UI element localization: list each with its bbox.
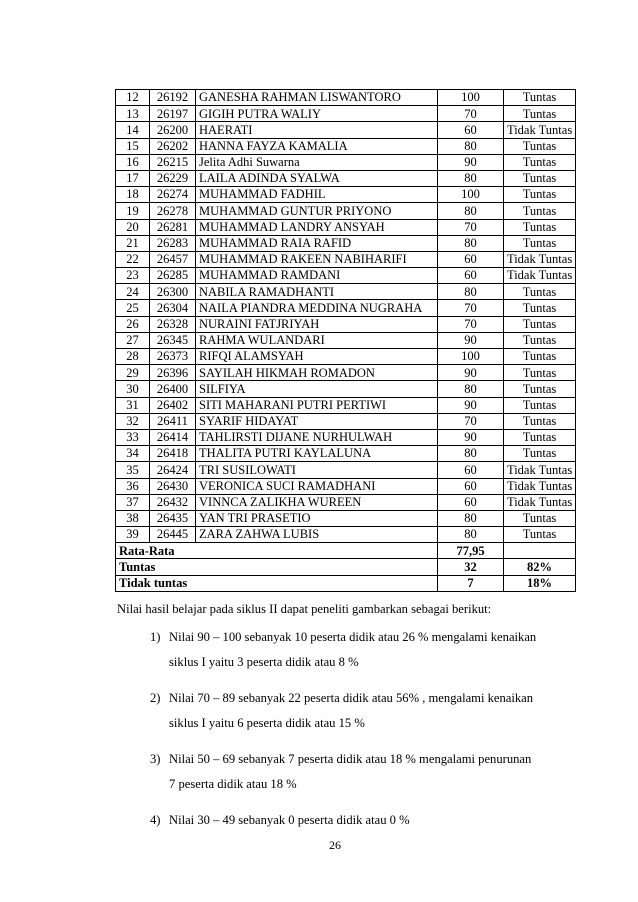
row-number: 20: [116, 219, 150, 235]
row-number: 31: [116, 397, 150, 413]
completion-status: Tuntas: [504, 284, 576, 300]
table-row: [116, 397, 576, 413]
average-row: [116, 543, 576, 559]
row-number: 25: [116, 300, 150, 316]
completion-status: Tuntas: [504, 203, 576, 219]
student-score: 70: [438, 106, 504, 122]
student-id: 26283: [150, 235, 196, 251]
student-name: MUHAMMAD RAKEEN NABIHARIFI: [196, 251, 438, 267]
student-score: 80: [438, 170, 504, 186]
grades-table-body: [116, 90, 576, 543]
student-score: 70: [438, 219, 504, 235]
student-name: YAN TRI PRASETIO: [196, 510, 438, 526]
student-name: VERONICA SUCI RAMADHANI: [196, 478, 438, 494]
student-score: 100: [438, 349, 504, 365]
student-name: NAILA PIANDRA MEDDINA NUGRAHA: [196, 300, 438, 316]
student-name: SITI MAHARANI PUTRI PERTIWI: [196, 397, 438, 413]
student-id: 26300: [150, 284, 196, 300]
table-row: [116, 235, 576, 251]
student-score: 90: [438, 397, 504, 413]
student-id: 26200: [150, 122, 196, 138]
student-id: 26202: [150, 138, 196, 154]
completion-status: Tuntas: [504, 413, 576, 429]
completion-status: Tuntas: [504, 527, 576, 543]
grades-table: [115, 89, 576, 592]
table-row: [116, 219, 576, 235]
table-row: [116, 251, 576, 267]
student-score: 80: [438, 510, 504, 526]
row-number: 36: [116, 478, 150, 494]
completion-status: Tidak Tuntas: [504, 268, 576, 284]
student-score: 60: [438, 251, 504, 267]
list-item-line1: Nilai 70 – 89 sebanyak 22 peserta didik atau 56% , mengalami kenaikan: [169, 691, 534, 705]
row-number: 13: [116, 106, 150, 122]
row-number: 22: [116, 251, 150, 267]
table-row: [116, 510, 576, 526]
row-number: 28: [116, 349, 150, 365]
table-row: [116, 332, 576, 348]
average-label: Rata-Rata: [116, 543, 438, 559]
completion-status: Tidak Tuntas: [504, 122, 576, 138]
row-number: 23: [116, 268, 150, 284]
student-id: 26373: [150, 349, 196, 365]
completion-status: Tidak Tuntas: [504, 494, 576, 510]
row-number: 29: [116, 365, 150, 381]
completion-status: Tuntas: [504, 510, 576, 526]
row-number: 30: [116, 381, 150, 397]
list-item-line2: siklus I yaitu 3 peserta didik atau 8 %: [169, 655, 359, 669]
row-number: 17: [116, 170, 150, 186]
student-id: 26432: [150, 494, 196, 510]
tidak-tuntas-label: Tidak tuntas: [116, 575, 438, 591]
student-score: 60: [438, 462, 504, 478]
table-row: [116, 154, 576, 170]
student-name: NABILA RAMADHANTI: [196, 284, 438, 300]
student-name: RAHMA WULANDARI: [196, 332, 438, 348]
completion-status: Tuntas: [504, 316, 576, 332]
completion-status: Tuntas: [504, 332, 576, 348]
average-pct: [504, 543, 576, 559]
completion-status: Tuntas: [504, 349, 576, 365]
student-score: 70: [438, 300, 504, 316]
student-name: TAHLIRSTI DIJANE NURHULWAH: [196, 429, 438, 445]
student-name: VINNCA ZALIKHA WUREEN: [196, 494, 438, 510]
row-number: 26: [116, 316, 150, 332]
student-name: HANNA FAYZA KAMALIA: [196, 138, 438, 154]
student-id: 26215: [150, 154, 196, 170]
row-number: 15: [116, 138, 150, 154]
student-name: NURAINI FATJRIYAH: [196, 316, 438, 332]
row-number: 12: [116, 90, 150, 106]
table-row: [116, 527, 576, 543]
row-number: 34: [116, 446, 150, 462]
list-item-number: 2): [150, 691, 161, 705]
tuntas-count: 32: [438, 559, 504, 575]
student-score: 60: [438, 494, 504, 510]
student-name: MUHAMMAD RAIA RAFID: [196, 235, 438, 251]
list-item: [117, 808, 587, 833]
list-item-line1: Nilai 30 – 49 sebanyak 0 peserta didik atau 0 %: [169, 813, 410, 827]
student-score: 70: [438, 413, 504, 429]
completion-status: Tuntas: [504, 90, 576, 106]
completion-status: Tuntas: [504, 154, 576, 170]
table-row: [116, 365, 576, 381]
student-score: 60: [438, 478, 504, 494]
narrative-intro: Nilai hasil belajar pada siklus II dapat peneliti gambarkan sebagai berikut:: [117, 602, 492, 616]
student-score: 100: [438, 187, 504, 203]
student-id: 26414: [150, 429, 196, 445]
student-id: 26229: [150, 170, 196, 186]
student-name: GIGIH PUTRA WALIY: [196, 106, 438, 122]
student-score: 90: [438, 332, 504, 348]
completion-status: Tuntas: [504, 235, 576, 251]
tidak-tuntas-row: [116, 575, 576, 591]
list-item-number: 4): [150, 813, 161, 827]
student-score: 60: [438, 268, 504, 284]
student-score: 100: [438, 90, 504, 106]
completion-status: Tuntas: [504, 106, 576, 122]
student-id: 26457: [150, 251, 196, 267]
score-range-list: [117, 625, 587, 833]
list-item-number: 3): [150, 752, 161, 766]
student-name: MUHAMMAD LANDRY ANSYAH: [196, 219, 438, 235]
student-id: 26328: [150, 316, 196, 332]
list-item: [117, 747, 587, 797]
completion-status: Tuntas: [504, 381, 576, 397]
row-number: 16: [116, 154, 150, 170]
narrative-section: [117, 602, 587, 844]
student-name: MUHAMMAD FADHIL: [196, 187, 438, 203]
student-score: 80: [438, 138, 504, 154]
student-id: 26192: [150, 90, 196, 106]
completion-status: Tidak Tuntas: [504, 462, 576, 478]
student-score: 80: [438, 381, 504, 397]
student-name: Jelita Adhi Suwarna: [196, 154, 438, 170]
row-number: 39: [116, 527, 150, 543]
grades-summary: [116, 543, 576, 592]
student-id: 26435: [150, 510, 196, 526]
student-name: HAERATI: [196, 122, 438, 138]
completion-status: Tuntas: [504, 170, 576, 186]
table-row: [116, 478, 576, 494]
student-score: 80: [438, 446, 504, 462]
student-name: SILFIYA: [196, 381, 438, 397]
completion-status: Tuntas: [504, 397, 576, 413]
completion-status: Tuntas: [504, 138, 576, 154]
student-id: 26402: [150, 397, 196, 413]
student-id: 26281: [150, 219, 196, 235]
tuntas-row: [116, 559, 576, 575]
completion-status: Tuntas: [504, 187, 576, 203]
completion-status: Tuntas: [504, 300, 576, 316]
student-name: SAYILAH HIKMAH ROMADON: [196, 365, 438, 381]
completion-status: Tuntas: [504, 446, 576, 462]
completion-status: Tuntas: [504, 429, 576, 445]
row-number: 32: [116, 413, 150, 429]
table-row: [116, 381, 576, 397]
row-number: 37: [116, 494, 150, 510]
student-id: 26285: [150, 268, 196, 284]
table-row: [116, 429, 576, 445]
student-name: MUHAMMAD GUNTUR PRIYONO: [196, 203, 438, 219]
page-number: 26: [329, 838, 341, 852]
list-item: [117, 686, 587, 736]
tuntas-pct: 82%: [504, 559, 576, 575]
student-id: 26430: [150, 478, 196, 494]
student-name: ZARA ZAHWA LUBIS: [196, 527, 438, 543]
tidak-tuntas-pct: 18%: [504, 575, 576, 591]
table-row: [116, 284, 576, 300]
table-row: [116, 138, 576, 154]
table-row: [116, 268, 576, 284]
student-id: 26345: [150, 332, 196, 348]
tidak-tuntas-count: 7: [438, 575, 504, 591]
student-score: 80: [438, 527, 504, 543]
row-number: 18: [116, 187, 150, 203]
student-score: 90: [438, 365, 504, 381]
table-row: [116, 300, 576, 316]
list-item: [117, 625, 587, 675]
student-score: 90: [438, 429, 504, 445]
list-item-line1: Nilai 50 – 69 sebanyak 7 peserta didik atau 18 % mengalami penurunan: [169, 752, 532, 766]
student-id: 26445: [150, 527, 196, 543]
student-name: RIFQI ALAMSYAH: [196, 349, 438, 365]
table-row: [116, 187, 576, 203]
list-item-line1: Nilai 90 – 100 sebanyak 10 peserta didik atau 26 % mengalami kenaikan: [169, 630, 537, 644]
student-id: 26424: [150, 462, 196, 478]
student-id: 26304: [150, 300, 196, 316]
average-value: 77,95: [438, 543, 504, 559]
student-id: 26411: [150, 413, 196, 429]
list-item-line2: 7 peserta didik atau 18 %: [169, 777, 297, 791]
table-row: [116, 106, 576, 122]
completion-status: Tidak Tuntas: [504, 478, 576, 494]
table-row: [116, 122, 576, 138]
row-number: 38: [116, 510, 150, 526]
row-number: 14: [116, 122, 150, 138]
student-score: 70: [438, 316, 504, 332]
table-row: [116, 462, 576, 478]
row-number: 27: [116, 332, 150, 348]
row-number: 35: [116, 462, 150, 478]
student-name: SYARIF HIDAYAT: [196, 413, 438, 429]
list-item-number: 1): [150, 630, 161, 644]
student-name: MUHAMMAD RAMDANI: [196, 268, 438, 284]
student-id: 26400: [150, 381, 196, 397]
completion-status: Tidak Tuntas: [504, 251, 576, 267]
student-score: 80: [438, 284, 504, 300]
row-number: 24: [116, 284, 150, 300]
list-item-line2: siklus I yaitu 6 peserta didik atau 15 %: [169, 716, 365, 730]
student-name: TRI SUSILOWATI: [196, 462, 438, 478]
student-score: 60: [438, 122, 504, 138]
table-row: [116, 349, 576, 365]
table-row: [116, 316, 576, 332]
student-score: 80: [438, 235, 504, 251]
tuntas-label: Tuntas: [116, 559, 438, 575]
student-name: THALITA PUTRI KAYLALUNA: [196, 446, 438, 462]
student-id: 26418: [150, 446, 196, 462]
table-row: [116, 203, 576, 219]
student-id: 26197: [150, 106, 196, 122]
row-number: 19: [116, 203, 150, 219]
table-row: [116, 413, 576, 429]
student-id: 26396: [150, 365, 196, 381]
student-score: 80: [438, 203, 504, 219]
student-name: GANESHA RAHMAN LISWANTORO: [196, 90, 438, 106]
table-row: [116, 90, 576, 106]
student-id: 26274: [150, 187, 196, 203]
row-number: 21: [116, 235, 150, 251]
completion-status: Tuntas: [504, 365, 576, 381]
row-number: 33: [116, 429, 150, 445]
student-name: LAILA ADINDA SYALWA: [196, 170, 438, 186]
table-row: [116, 170, 576, 186]
student-score: 90: [438, 154, 504, 170]
student-id: 26278: [150, 203, 196, 219]
table-row: [116, 446, 576, 462]
table-row: [116, 494, 576, 510]
completion-status: Tuntas: [504, 219, 576, 235]
